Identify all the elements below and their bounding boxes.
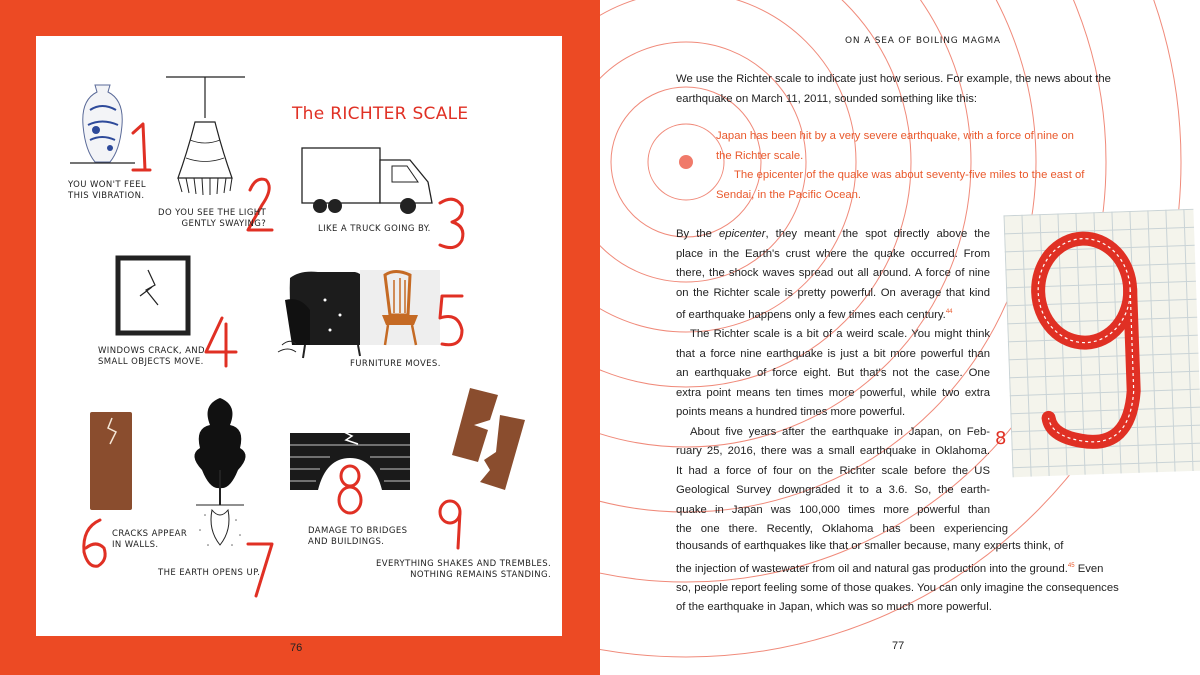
body-text-wide: thousands of earthquakes like that or smaller because, many experts think, of the injection of wastewater from oil and natural gas production into the ground.$^{45}$ Even so, people report feeling some of those quakes. You can only imagine the consequences of the earthquake in Japan, which was so much more powerful. <box>676 540 1119 614</box>
small-card-number: 8 <box>995 428 1007 449</box>
caption-9: EVERYTHING SHAKES AND TREMBLES. NOTHING REMAINS STANDING. <box>376 559 552 580</box>
number-5 <box>440 296 462 345</box>
number-6 <box>84 520 105 566</box>
running-head: ON A SEA OF BOILING MAGMA <box>845 36 1001 46</box>
intro-paragraph: We use the Richter scale to indicate just how serious. For example, the news about the earthquake on March 11, 2011, sounded something like this: <box>676 73 1111 105</box>
caption-1: YOU WON'T FEEL THIS VIBRATION. <box>68 180 146 201</box>
caption-7: THE EARTH OPENS UP. <box>158 568 261 578</box>
footnote-marker-2: 45 <box>1067 562 1075 569</box>
news-quote: Japan has been hit by a very severe earthquake, with a force of nine on the Richter scale. The epicenter of the quake was about seventy-five miles to the east of Sendai, in the Pacific Ocean. <box>716 130 1085 201</box>
number-4 <box>206 318 236 366</box>
zigzag-nine <box>1003 209 1200 477</box>
caption-2: DO YOU SEE THE LIGHT GENTLY SWAYING? <box>158 208 267 229</box>
caption-3: LIKE A TRUCK GOING BY. <box>318 224 431 234</box>
page-number-right: 77 <box>892 640 905 652</box>
richter-scale-title: The RICHTER SCALE <box>292 104 469 124</box>
number-8 <box>339 466 361 513</box>
footnote-marker: 44 <box>945 309 953 315</box>
body-text: By the epicenter, they meant the spot directly above the place in the Earth's crust where the quake occurred. From there, the shock waves spread out all around. A force of nine on the Richter scale is pretty powerful. On average that kind of earthquake happens only a few times each century.$^{44}$ The Richter scale is a bit of a weird scale. You might think that a force nine earthquake is just a bit more powerful than an earthquake of force eight. But that's not the case. One extra point means ten times more powerful, while two extra points means a hundred times more powerful. About five years after the earthquake in Japan, on Feb- ruary 25, 2016, there was a small earthquake in Oklahoma. It had a force of four on the Richter scale before the US Geological Survey downgraded it to a 3.6. So, the earth- quake in Japan was 100,000 times more powerful than the one there. Recently, Oklahoma has been experiencing <box>676 228 1008 536</box>
caption-5: FURNITURE MOVES. <box>350 359 441 369</box>
number-9 <box>440 501 460 548</box>
number-1 <box>133 124 150 170</box>
caption-8: DAMAGE TO BRIDGES AND BUILDINGS. <box>308 526 408 547</box>
caption-6: CRACKS APPEAR IN WALLS. <box>112 529 188 550</box>
page-number-left: 76 <box>290 642 303 654</box>
epicenter-dot <box>679 155 693 169</box>
grid-card-nine <box>1003 209 1200 477</box>
caption-4: WINDOWS CRACK, AND SMALL OBJECTS MOVE. <box>98 346 206 367</box>
number-3 <box>440 199 463 247</box>
